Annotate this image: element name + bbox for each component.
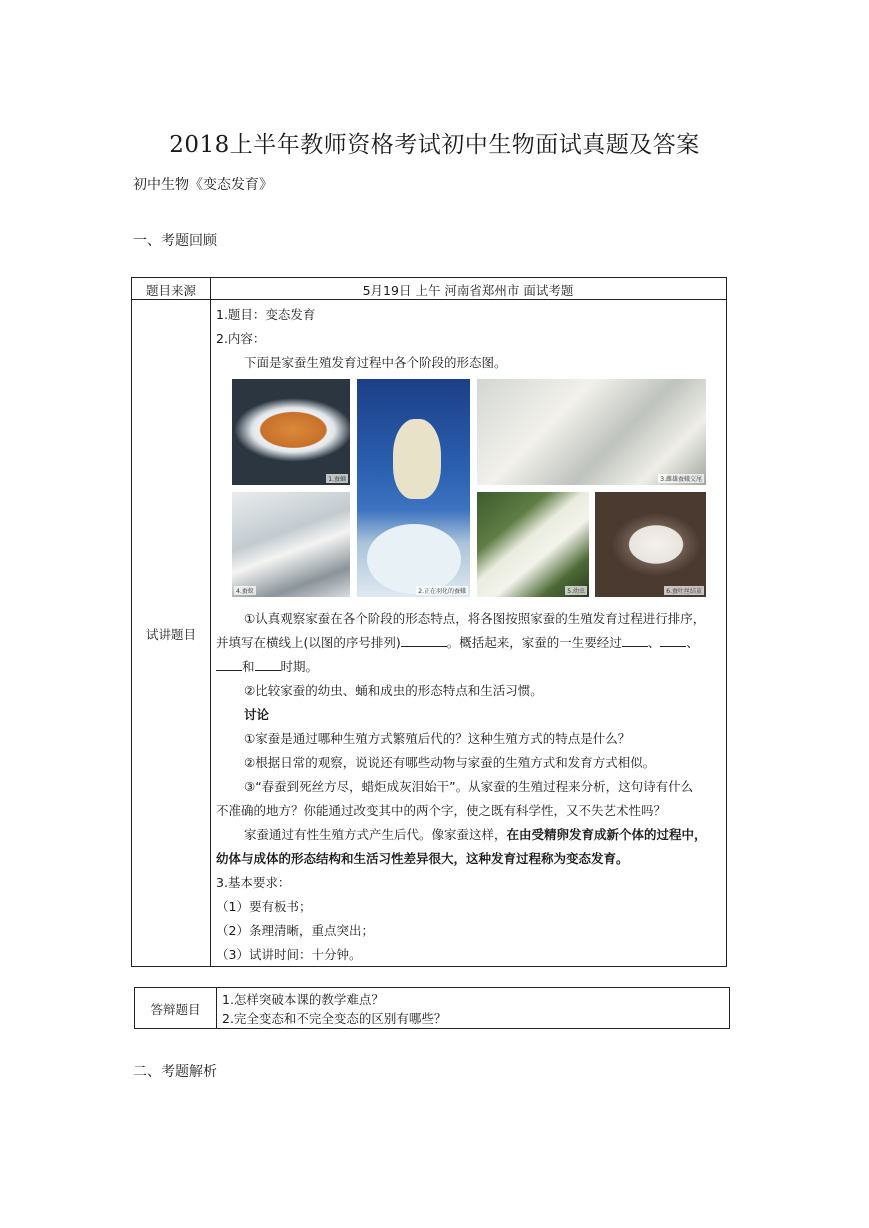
discussion-2: ②根据日常的观察，说说还有哪些动物与家蚕的生殖方式和发育方式相似。 (244, 755, 656, 770)
answer-blank (216, 658, 242, 671)
discussion-3a: ③“春蚕到死丝方尽，蜡炬成灰泪始干”。从家蚕的生殖过程来分析，这句诗有什么 (244, 779, 694, 794)
defense-label: 答辩题目 (150, 1002, 201, 1017)
page-title: 2018上半年教师资格考试初中生物面试真题及答案 (169, 132, 700, 158)
discussion-label: 讨论 (244, 707, 270, 722)
emerging-moth-photo (357, 379, 470, 597)
defense-question-table (134, 987, 730, 1029)
task1-text-d: 、 (686, 635, 699, 650)
requirement-3: （3）试讲时间：十分钟。 (216, 947, 362, 962)
answer-blank (255, 658, 281, 671)
exam-question-table (131, 277, 727, 967)
defense-question-2: 2.完全变态和不完全变态的区别有哪些？ (222, 1011, 447, 1026)
task1-text-e: 和 (242, 659, 255, 674)
section-heading-analysis: 二、考题解析 (133, 1064, 217, 1080)
caption-mating-moths: 3.雌雄蚕蛾交尾 (660, 476, 702, 483)
source-label: 题目来源 (145, 283, 196, 298)
table-divider-vertical (216, 988, 217, 1028)
lecture-label: 试讲题目 (145, 627, 196, 642)
section-heading-review: 一、考题回顾 (133, 233, 217, 249)
defense-question-1: 1.怎样突破本课的教学难点？ (222, 992, 384, 1007)
paragraph-line2: 幼体与成体的形态结构和生活习性差异很大，这种发育过程称为变态发育。 (216, 851, 629, 866)
task1-text-c: 。概括起来，家蚕的一生要经过 (446, 635, 622, 650)
task1-text-f: 时期。 (280, 659, 319, 674)
content-label: 2.内容： (216, 331, 266, 346)
task2-line: ②比较家蚕的幼虫、蛹和成虫的形态特点和生活习惯。 (244, 683, 543, 698)
paragraph-bold: 在由受精卵发育成新个体的过程中， (506, 827, 707, 842)
paragraph-normal: 家蚕通过有性生殖方式产生后代。像家蚕这样， (244, 827, 507, 842)
requirement-1: （1）要有板书； (216, 899, 312, 914)
requirements-label: 3.基本要求： (216, 875, 291, 890)
discussion-3b: 不准确的地方？你能通过改变其中的两个字，使之既有科学性，又不失艺术性吗？ (216, 803, 667, 818)
mating-moths-photo (477, 379, 706, 485)
intro-line: 下面是家蚕生殖发育过程中各个阶段的形态图。 (244, 355, 507, 370)
table-divider-vertical (210, 278, 211, 966)
caption-pupa: 1.蚕蛹 (328, 476, 346, 483)
caption-emerging-moth: 2.正在羽化的蚕蛾 (418, 588, 466, 595)
paragraph-line1 (244, 825, 707, 843)
topic-line: 1.题目：变态发育 (216, 307, 316, 322)
source-value: 5月19日 上午 河南省郑州市 面试考题 (362, 283, 574, 298)
task1-line3 (216, 657, 318, 675)
requirement-2: （2）条理清晰，重点突出； (216, 923, 374, 938)
discussion-1: ①家蚕是通过哪种生殖方式繁殖后代的？这种生殖方式的特点是什么？ (244, 731, 631, 746)
silkworm-pupa-photo (232, 379, 350, 485)
lecture-content (216, 278, 720, 966)
silkworm-eggs-photo (232, 492, 350, 597)
caption-eggs: 4.蚕蚁 (236, 588, 254, 595)
task1-line2 (216, 633, 699, 651)
task1-text-d: 、 (647, 635, 661, 650)
task1-text-b: 并填写在横线上(以图的序号排列) (216, 635, 401, 650)
task1-line1: ①认真观察家蚕在各个阶段的形态特点，将各图按照家蚕的生殖发育过程进行排序， (244, 611, 706, 626)
caption-larvae: 5.幼虫 (567, 588, 585, 595)
larvae-photo (477, 492, 589, 597)
answer-blank (622, 634, 648, 647)
caption-cocoon: 6.蚕吐丝结茧 (666, 588, 702, 595)
answer-blank (401, 634, 447, 647)
cocoon-spinning-photo (595, 492, 706, 597)
answer-blank (660, 634, 686, 647)
subtitle: 初中生物《变态发育》 (133, 177, 273, 193)
